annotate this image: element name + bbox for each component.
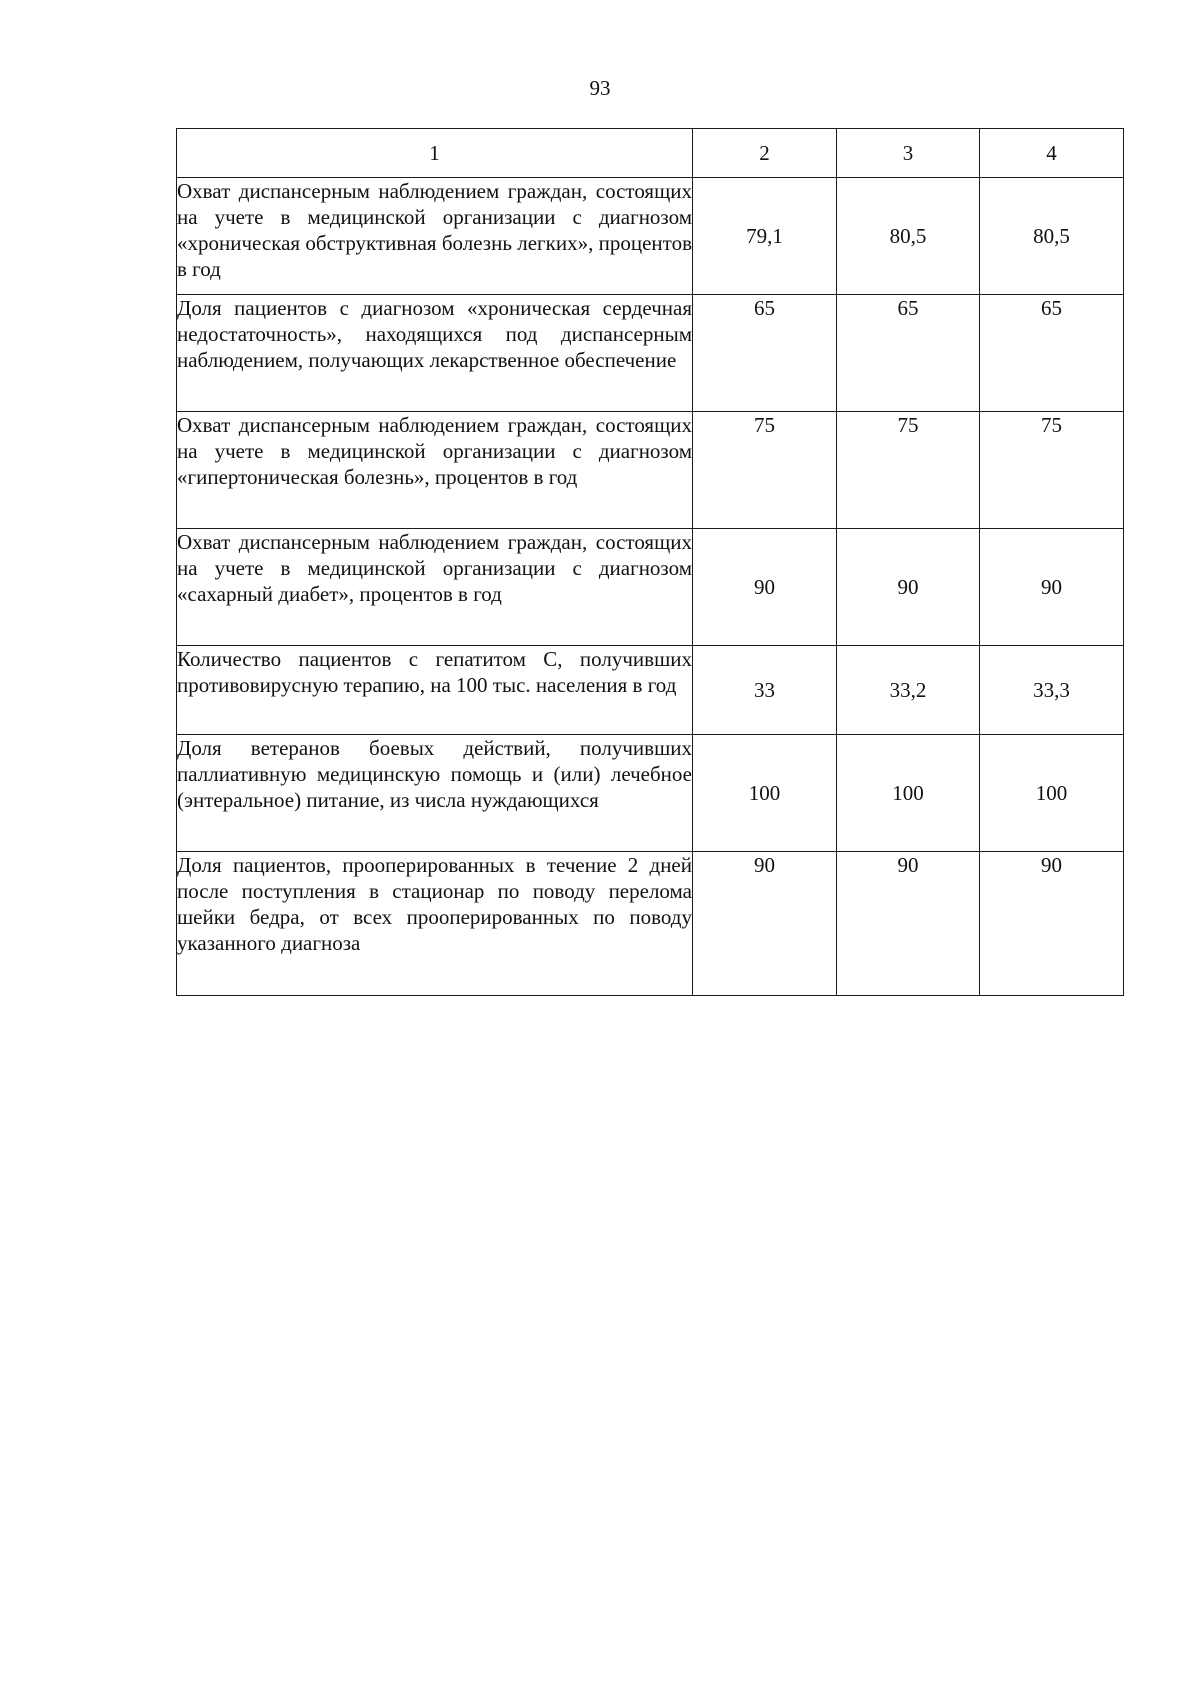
- table-row: [177, 295, 1124, 412]
- indicator-value: 75: [980, 412, 1124, 529]
- page-number: 93: [589, 76, 611, 100]
- indicator-value: 100: [693, 735, 837, 852]
- indicator-label: Охват диспансерным наблюдением граждан, состоящих на учете в медицинской организации с диагнозом «гипертоническая болезнь», процентов в год: [177, 412, 693, 529]
- indicator-value: 33,3: [980, 646, 1124, 735]
- indicator-label: Доля пациентов, прооперированных в течение 2 дней после поступления в стационар по поводу перелома шейки бедра, от всех прооперированных по поводу указанного диагноза: [177, 852, 693, 996]
- table-row: [177, 412, 1124, 529]
- indicator-value: 65: [837, 295, 980, 412]
- indicator-value: 79,1: [693, 178, 837, 295]
- indicator-value: 33: [693, 646, 837, 735]
- indicator-label: Охват диспансерным наблюдением граждан, состоящих на учете в медицинской организации с диагнозом «хроническая обструктивная болезнь легких», процентов в год: [177, 178, 693, 295]
- indicator-value: 90: [837, 852, 980, 996]
- indicator-value: 33,2: [837, 646, 980, 735]
- column-header-3: 3: [837, 129, 980, 178]
- indicator-value: 90: [693, 529, 837, 646]
- table-row: [177, 529, 1124, 646]
- indicator-label: Доля пациентов с диагнозом «хроническая сердечная недостаточность», находящихся под диспансерным наблюдением, получающих лекарственное обеспечение: [177, 295, 693, 412]
- indicator-value: 75: [837, 412, 980, 529]
- indicator-value: 80,5: [837, 178, 980, 295]
- indicator-value: 80,5: [980, 178, 1124, 295]
- indicator-value: 90: [980, 529, 1124, 646]
- column-header-1: 1: [177, 129, 693, 178]
- indicator-value: 90: [980, 852, 1124, 996]
- table-row: [177, 735, 1124, 852]
- indicator-label: Доля ветеранов боевых действий, получивших паллиативную медицинскую помощь и (или) лечебное (энтеральное) питание, из числа нуждающихся: [177, 735, 693, 852]
- indicator-value: 75: [693, 412, 837, 529]
- indicators-table: [176, 128, 1124, 996]
- column-header-2: 2: [693, 129, 837, 178]
- indicator-label: Количество пациентов с гепатитом С, получивших противовирусную терапию, на 100 тыс. населения в год: [177, 646, 693, 735]
- table-row: [177, 646, 1124, 735]
- indicator-value: 65: [980, 295, 1124, 412]
- indicator-value: 100: [837, 735, 980, 852]
- indicator-value: 90: [837, 529, 980, 646]
- column-header-4: 4: [980, 129, 1124, 178]
- table-header-row: [177, 129, 1124, 178]
- indicator-label: Охват диспансерным наблюдением граждан, состоящих на учете в медицинской организации с диагнозом «сахарный диабет», процентов в год: [177, 529, 693, 646]
- indicator-value: 90: [693, 852, 837, 996]
- table-row: [177, 852, 1124, 996]
- table-row: [177, 178, 1124, 295]
- indicator-value: 100: [980, 735, 1124, 852]
- indicator-value: 65: [693, 295, 837, 412]
